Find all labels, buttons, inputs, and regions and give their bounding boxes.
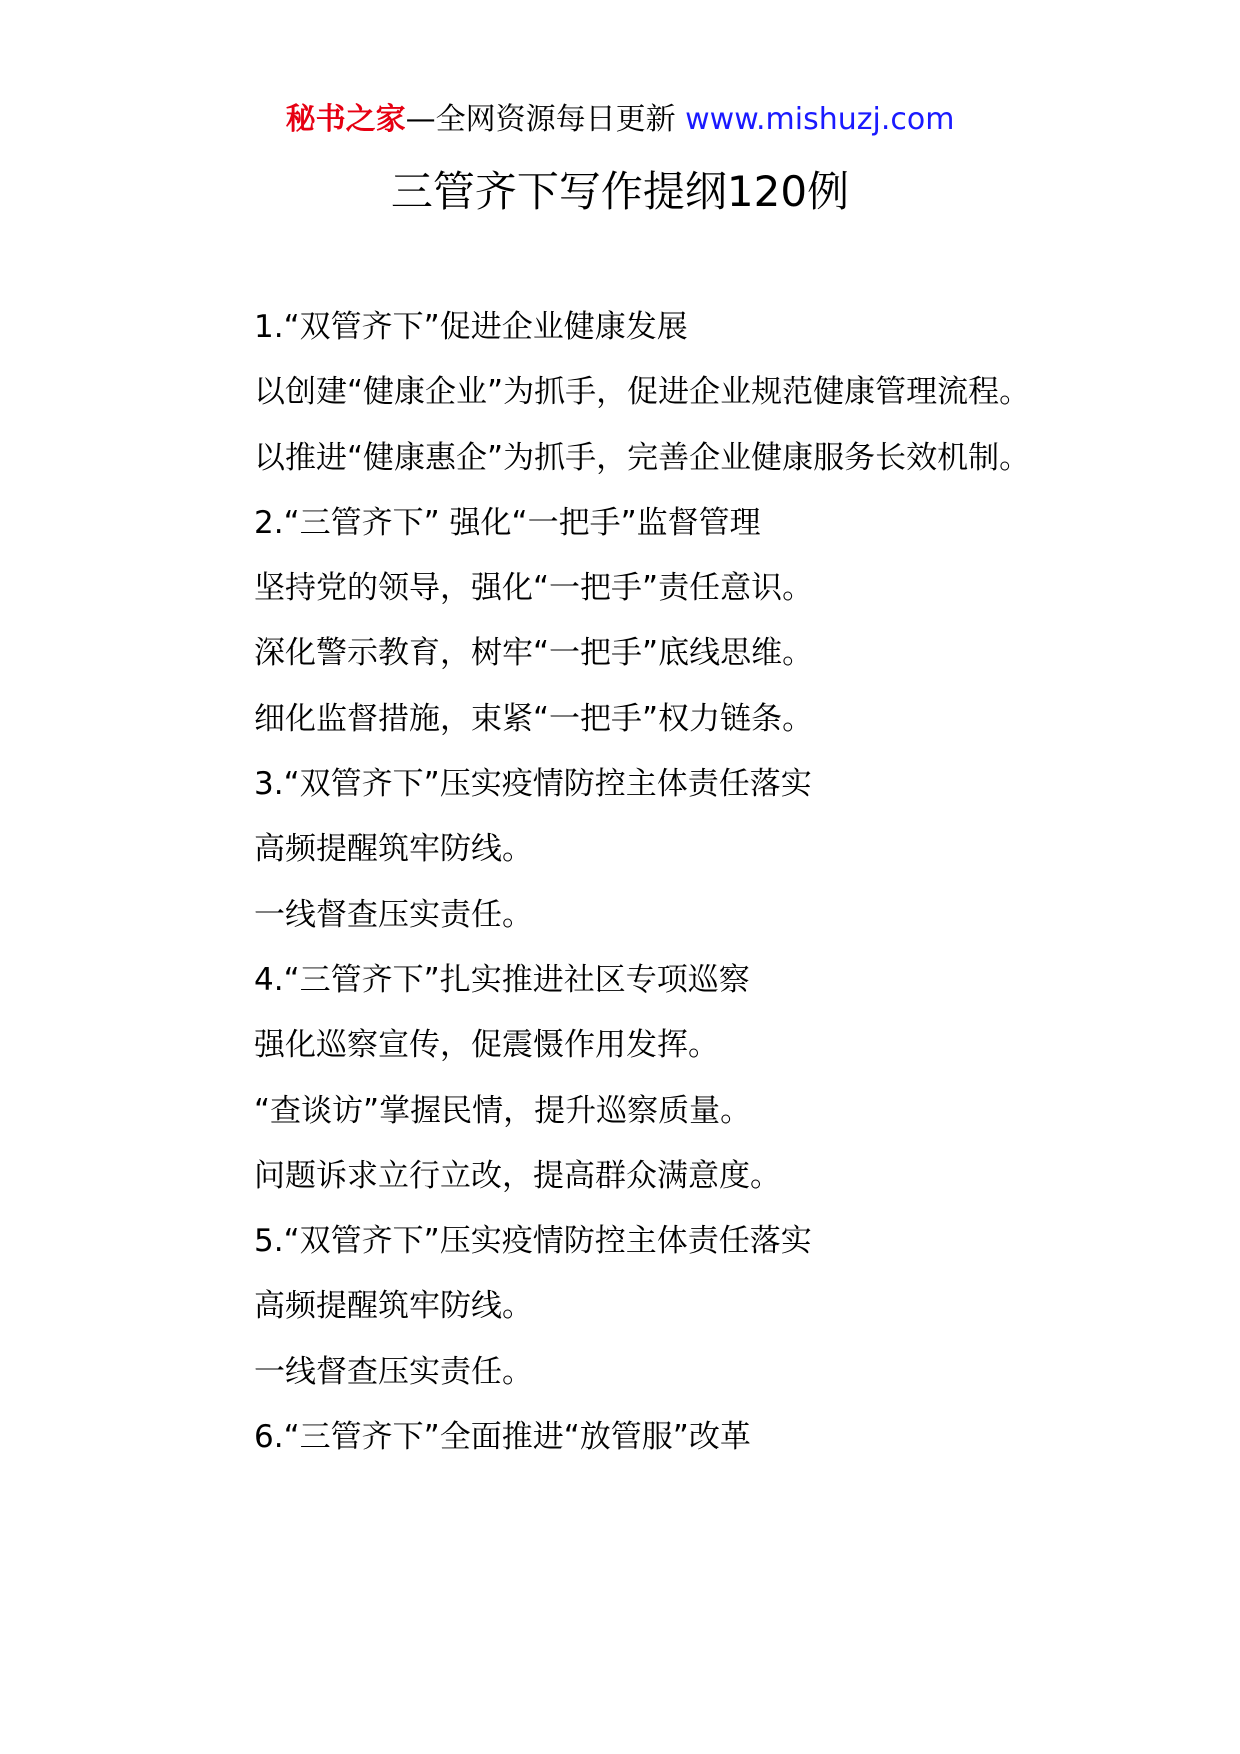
outline-point: 高频提醒筑牢防线。 — [254, 831, 533, 868]
outline-heading: 4.“三管齐下”扎实推进社区专项巡察 — [254, 961, 750, 998]
outline-point: 细化监督措施，束紧“一把手”权力链条。 — [254, 700, 814, 737]
outline-point: 以推进“健康惠企”为抓手，完善企业健康服务长效机制。 — [254, 439, 1031, 476]
outline-heading: 6.“三管齐下”全面推进“放管服”改革 — [254, 1419, 751, 1456]
outline-point: 深化警示教育，树牢“一把手”底线思维。 — [254, 635, 814, 672]
site-header — [0, 100, 1240, 140]
website-link[interactable]: www.mishuzj.com — [685, 102, 955, 137]
outline-point: 问题诉求立行立改，提高群众满意度。 — [254, 1157, 781, 1194]
outline-point: “查谈访”掌握民情，提升巡察质量。 — [254, 1092, 752, 1129]
brand-name: 秘书之家 — [285, 102, 406, 137]
outline-point: 强化巡察宣传，促震慑作用发挥。 — [254, 1027, 719, 1064]
outline-point: 坚持党的领导，强化“一把手”责任意识。 — [254, 570, 814, 607]
outline-point: 高频提醒筑牢防线。 — [254, 1288, 533, 1325]
outline-point: 一线督查压实责任。 — [254, 896, 533, 933]
outline-heading: 2.“三管齐下” 强化“一把手”监督管理 — [254, 504, 761, 541]
outline-point: 以创建“健康企业”为抓手，促进企业规范健康管理流程。 — [254, 374, 1031, 411]
outline-heading: 3.“双管齐下”压实疫情防控主体责任落实 — [254, 766, 812, 803]
outline-heading: 1.“双管齐下”促进企业健康发展 — [254, 309, 688, 345]
document-title: 三管齐下写作提纲120例 — [390, 167, 850, 216]
outline-point: 一线督查压实责任。 — [254, 1353, 533, 1390]
header-slogan: —全网资源每日更新 — [405, 102, 676, 137]
outline-heading: 5.“双管齐下”压实疫情防控主体责任落实 — [254, 1223, 812, 1260]
document-body — [186, 295, 1056, 1470]
